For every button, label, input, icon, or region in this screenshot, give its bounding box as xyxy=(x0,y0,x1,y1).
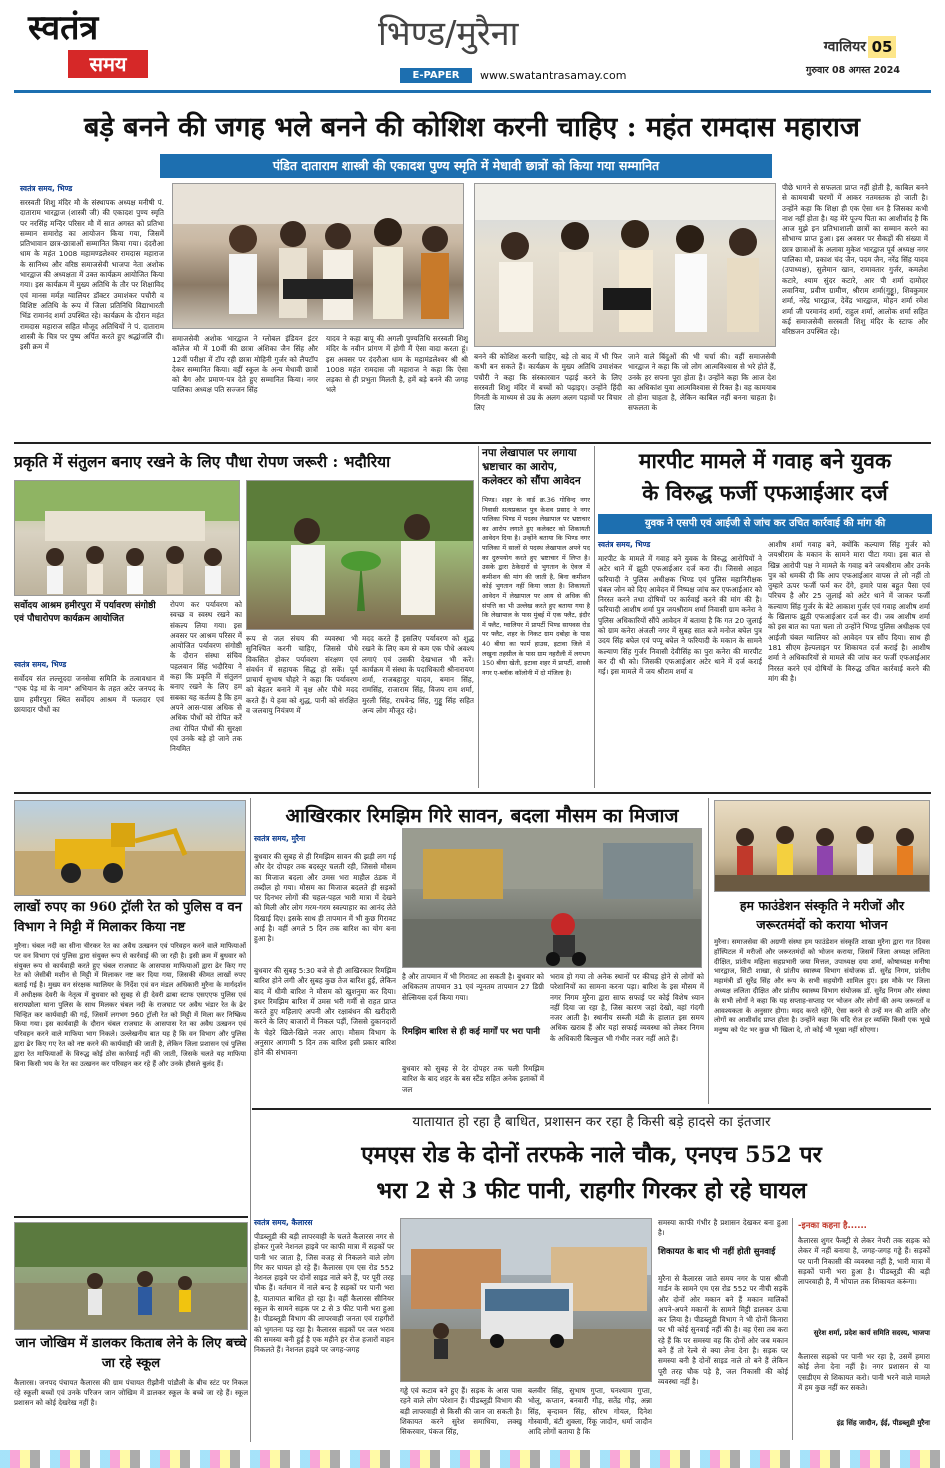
story4-byline: स्वतंत्र समय, भिण्ड xyxy=(598,540,651,549)
photo-tree-planting xyxy=(246,480,474,630)
photo-art-2 xyxy=(475,184,776,347)
story8-headline-line1: एमएस रोड के दोनों तरफके नाले चौक, एनएच 552 पर xyxy=(361,1142,822,1168)
story1-col5: जाने वाले बिंदुओं की भी चर्चा की। वहीं समाजसेवी भारद्वाज ने कहा कि जो लोग आत्मविश्वास से भरे होते हैं, उनके हर सपना पूरा होता है। उन्होंने कहा कि आज देश का अधिकांश युवा आत्मविश्वास से रिक्त है। वह कामयाब तो होना चाहता है, लेकिन काबिल नहीं बनना चाहता है। सफलता के xyxy=(628,352,776,413)
story5-body: मुरैना। चंबल नदी का सीना चीरकर रेत का अवैध उत्खनन एवं परिवहन करने वाले माफियाओं पर वन विभाग एवं पुलिस द्वारा संयुक्त रूप से कार्रवाई की जा रही है। इसी क्रम में बुधवार को संयुक्त रूप से कार्यवाही करते हुए चंबल राजघाट के आसपास माफियाओं द्वारा ढेर किए गए रेत को जेसीबी मशीन से मिट्टी में मिलाकर नष्ट कर दिया गया, जिसकी कीमत लाखों रुपए बताई गई है। मुख्य वन संरक्षक ग्वालियर के निर्देश एवं वन मंडल अधिकारी मुरैना के मार्गदर्शन में अधीक्षक देवरी के नेतृत्व में बुधवार को सुबह से ही देवरी ढाबा स्टाफ एसएएफ पुलिस एवं सरायछोला थाना पुलिस के साथ मिलकर चंबल नदी के राजघाट पर अवैध भंडार रेत के ढेर चिन्हित कर कार्यवाही की गई, जिसमें लगभग 960 ट्रॉली रेत को मिट्टी में मिला कर निष्क्रिय किया गया। इस कार्यवाही के दौरान चंबल राजघाट के आसपास रेत का अवैध उत्खनन एवं परिवहन करने वाले माफिया भाग निकले। उल्लेखनीय बात यह है कि वन विभाग और पुलिस द्वारा ढेर किए गए रेत को नष्ट करने की कार्यवाही की जाती है, लेकिन जिला प्रशासन एवं पुलिस द्वारा रेत माफियाओं के विरुद्ध कोई ठोस कार्रवाई नहीं की जाती, जिसके चलते यह माफिया बिना किसी भय के रेत का उत्खनन कर परिवहन कर रहे हैं और उनके हौसले बुलंद हैं। xyxy=(14,942,246,1068)
story8-headline-line2: भरा 2 से 3 फीट पानी, राहगीर गिरकर हो रहे घायल xyxy=(376,1178,807,1204)
logo-top: स्वतंत्र xyxy=(28,8,99,48)
rule-2 xyxy=(14,792,931,794)
story7-body: मुरैना। समाजसेवा की अग्रणी संस्था हम फाउंडेशन संस्कृति शाखा मुरैना द्वारा गत दिवस हॉस्पिटल में मरीजों और जरूरतमंदों को भोजन कराया, जिसमें जिला अध्यक्ष ललिता दीक्षित, प्रांतीय महिला सहप्रभारी जया मित्तल, उपाध्यक्ष दया शर्मा, कोषाध्यक्ष मनीषा भारद्वाज, सिटी शाखा, से प्रांतीय स्वास्थ्य विभाग संयोजक डॉ. सुरेंद्र निगम, प्रांतीय महामंत्री डॉ सुरेंद्र सिंह और रूप के सभी सहयोगी शामिल हुए। इस मौके पर जिला अध्यक्ष ललिता दीक्षित और प्रांतीय स्वास्थ्य विभाग संयोजक डॉ. सुरेंद्र निगम और संस्था के सभी लोगों ने कहा कि यह सप्ताह-सप्ताह पर भोजन और लोगों की अन्य जरूरतों व आवश्यकता के अनुसार होगा। मदद करते रहेंगे, ऐसा करने से उन्हें मन की शांति और लोगों का आशीर्वाद प्राप्त होता है। उन्होंने कहा कि यदि रोज हर व्यक्ति किसी एक भूखे मनुष्य को पेट भर कुछ भी खिला दे, तो कोई भी भूखा नहीं सोएगा। xyxy=(714,938,930,1035)
story1-col4: बनने की कोशिश करनी चाहिए, बड़े तो बाद में भी फिर कभी बन सकते हैं। कार्यक्रम के मुख्य अतिथि उमाशंकर पचौरी ने कहा कि संस्कारवान पढ़ाई करने के लिए सरस्वती शिशु मंदिर में बच्चों को पढ़ाइए। उन्होंने हिंदी गिनती के माध्यम से उम्र के अलग अलग पड़ावों पर विचार लिए xyxy=(474,352,622,413)
story1-subhead: पंडित दाताराम शास्त्री की एकादश पुण्य स्मृति में मेधावी छात्रों को किया गया सम्मानित xyxy=(160,154,772,178)
story7-headline: हम फाउंडेशन संस्कृति ने मरीजों और जरूरतमंदों को कराया भोजन xyxy=(739,898,905,932)
photo-art-5 xyxy=(15,801,246,896)
edition-title: भिण्ड/मुरैना xyxy=(378,14,519,54)
photo-ashram-gathering xyxy=(14,480,240,596)
story6-col3: है और तापमान में भी गिरावट आ सकती है। बुधवार को अधिकतम तापमान 31 एवं न्यूनतम तापमान 27 डिग्री सेल्सियस दर्ज किया गया। xyxy=(402,972,544,1002)
story8-col4a: समस्या काफी गंभीर है प्रशासन देखकर बना हुआ है। xyxy=(658,1218,788,1238)
photo-art-8 xyxy=(15,1223,248,1330)
photo-flooded-highway xyxy=(400,1218,652,1382)
story6-col2: बुधवार की सुबह 5:30 बजे से ही आखिरकार रिमझिम बारिश होने लगी और सुबह कुछ तेज बारिश हुई, लेकिन बाद में धीमी बारिश ने मौसम को खुशनुमा कर दिया। इधर रिमझिम बारिश में उमस भरी गर्मी से राहत प्राप्त करते हुए महिलाएं अपनी और रक्षाबंधन की खरीदारी करने के लिए बाजारों में निकल पड़ीं, जिससे दुकानदारों के चेहरे खिले-खिले नजर आए। मौसम विभाग के अनुसार आगामी 5 दिन तक बारिश इसी प्रकार बारिश होने की संभावना xyxy=(254,966,396,1058)
story3-body: भिण्ड। शहर के वार्ड क्र.36 गोविन्द नगर निवासी सत्यप्रकाश पुत्र केशव प्रसाद ने नगर पालिका भिण्ड में पदस्थ लेखापाल पर भ्रष्टाचार का आरोप लगाते हुए कलेक्टर को शिकायती आवेदन दिया है। उन्होंने बताया कि भिण्ड नगर पालिका में सालों से पदस्थ लेखापाल अपने पद का दुरुपयोग करते हुए भ्रष्टाचार में लिप्त है। उसके द्वारा ठेकेदारों से भुगतान के ऐवज में कमीशन की मांग की जाती है, बिना कमीशन कोई भुगतान नहीं किया जाता है। शिकायतों आवेदन में लेखापाल पर आय से अधिक की संपत्ति का भी उल्लेख करते हुए बताया गया है कि लेखापाल के पास मुंबई में एक फ्लैट, इंदौर में फ्लैट, ग्वालियर में प्रापर्टी भिण्ड सायवस रोड पर फ्लैट, शहर के निकट ग्राम दबोहा के पास 40 बीघा का फार्म हाउस, इटावा जिले में लखुना तहसील के पास ग्राम नहरौली में लगभग 150 बीघा खेती, इटावा शहर में प्रापर्टी, शास्त्री नगर ए-ब्लॉक कॉलोनी में दो मंजिला है। xyxy=(482,496,590,677)
masthead xyxy=(0,0,945,92)
photo-art-7 xyxy=(715,801,930,892)
story8-kicker: यातायात हो रहा है बाधित, प्रशासन कर रहा है किसी बड़े हादसे का इंतजार xyxy=(412,1114,771,1130)
story1-col1: सरस्वती शिशु मंदिर मौ के संस्थापक अध्यक्ष मनीषी पं. दाताराम भारद्वाज (शास्त्री जी) की एकादश पुण्य स्मृति पर नरसिंह मन्दिर परिसर मौ में सात अगस्त को प्रतिभा सम्मान समारोह का आयोजन किया गया, जिसमें प्रतिभावान छात्र-छात्राओं सम्मानित किया गया। दंदरौआ धाम के महंत 1008 महामण्डलेश्वर रामदास महाराज के सानिध्य और वरिष्ठ समाजसेवी भाजपा नेता अशोक भारद्वाज की अध्यक्षता में उक्त कार्यक्रम आयोजित किया गया। इस कार्यक्रम में मुख्य अतिथि के तौर पर शिक्षाविद एवं मानस मर्मज्ञ ग्वालियर डॉक्टर उमाशंकर पचौरी व विशिष्ट अतिथि के रूप में जिला प्रतिनिधि विद्याभारती भिंड रामानंद शर्मा उपस्थित रहे। कार्यक्रम के दौरान महंत रामदास महाराज सहित मौजूद अतिथियों ने पं. दाताराम शास्त्री के चित्र पर पुष्प अर्पित करते हुए श्रद्धांजलि दी। इसी क्रम में xyxy=(20,198,164,352)
story2-byline: स्वतंत्र समय, भिण्ड xyxy=(14,660,67,669)
story8-aside1-sig: सुरेश शर्मा, प्रदेश कार्य समिति सदस्य, भाजपा xyxy=(813,1329,930,1337)
website-link[interactable]: www.swatantrasamay.com xyxy=(480,69,627,82)
story4-headline-line2: के विरुद्ध फर्जी एफआईआर दर्ज xyxy=(642,480,888,505)
story1-col2: समाजसेवी अशोक भारद्वाज ने ग्लोबल इंडियन इंटर कॉलेज मौ में 10वीं की छात्रा अंशिका जैन सिंह और 12वीं परीक्षा में टॉप रही छात्रा मोहिनी गुर्जर को लैपटॉप देकर सम्मानित किया। वहीं स्कूल के अन्य मेधावी छात्रों को बैग और प्रमाण-पत्र देते हुए सम्मानित किया। नगर पालिका अध्यक्ष पति सज्जन सिंह xyxy=(172,334,318,395)
story1-byline: स्वतंत्र समय, भिण्ड xyxy=(20,184,73,193)
story8-col4b: मुरैना से कैलारस जाते समय नगर के पास श्रीजी गार्डन के सामने एम एस रोड 552 पर नीची सड़कें और दोनों ओर मकान बने हैं मकान मालिकों अपने-अपने मकानों के सामने मिट्टी डालकर ऊंचा कर लिया है। पीडब्लूडी विभाग ने भी दोनों किनारा पर भी कोई सुनवाई नहीं की है। वह ऐसा तब करा रहे हैं कि पर समस्या वह कि दोनों ओर जब मकान बने हैं तो रेल्वे से क्या लेना देना है। सड़क पर समस्या बनी है दोनों साइड नाले तो बने हैं लेकिन पूरी तरह चौक पड़े है, जल निकासी की कोई व्यवस्था नहीं है। xyxy=(658,1274,788,1386)
story9-headline: जान जोखिम में डालकर किताब लेने के लिए बच्चे जा रहे स्कूल xyxy=(15,1336,247,1371)
story6-col1: बुधवार की सुबह से ही रिमझिम सावन की झड़ी लग गई और देर दोपहर तक बदस्तूर चलती रही, जिससे मौसम का मिजाज बदला और उमस भरा माहौल ठंडक में तब्दील हो गया। मौसम का मिजाज बदलते ही सड़कों पर दिनभर लोगों की चहल-पहल भारी मात्रा में देखने को मिली और लोग गरम-गरम स्वल्पाहार का आनंद लेते दिखाई दिए। इसके साथ ही तापमान में भी कुछ गिरावट आई है। वहीं अगले 5 दिन तक बारिश का योग बना हुआ है। xyxy=(254,852,396,944)
logo-bottom: समय xyxy=(68,50,148,78)
story8-inset-title: शिकायत के बाद भी नहीं होती सुनवाई xyxy=(658,1247,776,1257)
city-label: ग्वालियर xyxy=(823,39,866,55)
story9-body: कैलारस। जनपद पंचायत कैलारस की ग्राम पंचायत रीझौनी पांडौली के बीच स्टंट पर निकल रहे स्कूली बच्चों एवं उनके परिजन जान जोखिम में डालकर स्कूल के बच्चे जा रहे हैं। स्कूल प्रशासन को कोई देखरेख नहीं है। xyxy=(14,1378,248,1408)
divider-3a xyxy=(250,798,251,1216)
divider-4b xyxy=(792,1218,793,1440)
story4-col2: आशीष शर्मा गवाह बने, क्योंकि कल्याण सिंह गुर्जर को जयश्रीराम के मकान के सामने मारा पीटा गया। इस बात से खिन्न आरोपी पक्ष ने मामले के गवाह बने जयश्रीराम और उनके पुत्र को धमकी दी कि आप एफआईआर वापस ले लो नहीं तो तुम्हारे ऊपर फर्जी फर्म कर देंगे, हमारे पास बहुत पैसा एवं परिचय है और 25 जुलाई को अटेर थाने में जाकर फर्जी कल्याण सिंह गुर्जर के बेटे आकाश गुर्जर एवं गवाह आशीष शर्मा के खिलाफ झूठी एफआईआर दर्ज कर दी। जब आशीष शर्मा को इस बात का पता चला तो उन्होंने भिण्ड पुलिस अधीक्षक एवं आईजी चंबल ग्वालियर को आवेदन पत्र सौंप दिया। साथ ही 181 सीएम हेल्पलाइन पर शिकायत दर्ज कराई है। आशीष शर्मा ने अधिकारियों से मामले की जांच कर फर्जी एफआईआर निरस्त करने एवं दोषियों के विरुद्ध उचित कार्रवाई करने की मांग की है। xyxy=(768,540,930,683)
story2-col3: रूप से जल संचय की व्यवस्था भी सुनिश्चित करनी चाहिए, जिससे पौधे विकसित होकर पर्यावरण संरक्षण एवं संवर्धन में सहायक सिद्ध हो सकें। पूर्व प्राचार्य सुभाष चौहरे ने कहा कि पर्यावरण को बेहतर बनाने में वृक्ष और पौधे मदद करते हैं। ये हवा को शुद्ध, पानी को संरक्षित व जलवायु नियंत्रण में xyxy=(246,634,358,716)
photo-rain-street xyxy=(402,828,702,968)
story4-subhead: युवक ने एसपी एवं आईजी से जांच कर उचित कार्रवाई की मांग की xyxy=(598,514,932,534)
logo xyxy=(28,8,158,84)
story8-col1: पीडब्लूडी की बड़ी लापरवाही के चलते कैलारस नगर से होकर गुजरे नेशनल हाइवे पर काफी मात्रा में सड़कों पर पानी भर जाता है, जिस वजह से निकलने वाले लोग गिर कर घायल हो रहे हैं। कैलारस एम एस रोड 552 नेशनल हाइवे पर दोनों साइड नाले बने हैं, पर पूरी तरह चौक हैं। वर्तमान में नाले बन्द है सड़कों पर पानी भरा है, यातायात बाधित हो रहा है। वहीं कैलारस सीनियर स्कूल के सामने सड़क पर 2 से 3 फीट पानी भरा हुआ है। पीडब्लूडी विभाग की लापरवाही जनता एवं राहगीरों को भुगतना पड़ रहा है। कैलारस सड़कों पर जल भराव की समस्या बनी हुई है एक महीने हर रोज हजारों वाहन निकलते हैं। नेशनल हाइवे पर जगह-जगह xyxy=(254,1232,394,1355)
photo-children-crossing xyxy=(14,1222,248,1330)
photo-art-1 xyxy=(173,184,464,329)
story5-headline: लाखों रुपए का 960 ट्रॉली रेत को पुलिस व वन विभाग ने मिट्टी में मिलाकर किया नष्ट xyxy=(14,900,242,935)
divider-2a xyxy=(478,446,479,788)
story6-headline: आखिरकार रिमझिम गिरे सावन, बदला मौसम का मिजाज xyxy=(285,805,679,827)
story2-col4: मदद करते हैं इसलिए पर्यावरण को शुद्ध रखने के लिए कम से कम एक पौधे अवश्य लगाएं एवं उसकी देखभाल भी करें। कार्यक्रम में संस्था के पदाधिकारी श्रीनारायण शर्मा, राजबहादुर यादव, बमान सिंह, रामसिंह, राजाराम सिंह, विजय राम शर्मा, मुरली सिंह, राघवेन्द्र सिंह, गुड्डू सिंह सहित अन्य लोग मौजूद रहे। xyxy=(362,634,474,716)
story1-col6: पीछे भागने से सफलता प्राप्त नहीं होती है, काबिल बनने से कामयाबी चरणों में आकर नतमस्तक हो जाती है। उन्होंने कहा कि शिक्षा ही एक ऐसा धन है जिसका कभी नाश नहीं होता है। यह मेरे पूज्य पिता का आशीर्वाद है कि आज मुझे इन प्रतिभाशाली छात्रों का सम्मान करने का सौभाग्य प्राप्त हुआ। इस अवसर पर सैकड़ों की संख्या में छात्र छात्राओं के अलावा मुकेश भारद्वाज पूर्व अध्यक्ष नगर पालिका मौ, प्रकाश चंद जैन, पदम जैन, नरेंद्र सिंह यादव (उपाध्यक्ष), सुलेमान खान, रामावतार गुर्जर, कमलेश कटारे, श्याम सुंदर कटारे, आर पी शर्मा दामोदर लवानिया, प्रवीण ग्रामीण, श्रीराम शर्मा(गुड्डू), शिवकुमार शर्मा, नरेंद्र भारद्वाज, देवेंद्र भारद्वाज, मोहन शर्मा रमेश शर्मा जी परमानंद शर्मा, राहुल शर्मा, आलोक शर्मा सहित कई समाजसेवी सरस्वती शिशु मंदिर के स्टाफ और वरिष्ठजन उपस्थित रहे। xyxy=(782,183,928,337)
photo-art-3 xyxy=(15,481,240,596)
photo-food-distribution xyxy=(714,800,930,892)
story2-col1: सर्वोदय संत लल्लूददा जनसेवा समिति के तत्वावधान में "एक पेड़ मां के नाम" अभियान के तहत अटेर जनपद के ग्राम हमीरपुरा स्थित सर्वोदय आश्रम में फलदार एवं छायादार पौधों का xyxy=(14,674,164,714)
story8-byline: स्वतंत्र समय, कैलारस xyxy=(254,1218,313,1227)
divider-3b xyxy=(708,798,709,1104)
story1-col3: यादव ने कहा बापू की अगली पुण्यतिथि सरस्वती शिशु मंदिर के नवीन प्रांगण में होगी मैं ऐसा वादा करता हूं। इस अवसर पर दंदरौआ धाम के महामंडलेश्वर श्री श्री 1008 महंत रामदास जी महाराज ने कहा कि ऐसा लड़का से ही प्रभुता मिलती है, हमें बड़े बनने की जगह भले xyxy=(326,334,468,395)
story6-inset-title: रिमझिम बारिश से ही कई मार्गों पर भरा पानी xyxy=(402,1027,541,1037)
rule-4 xyxy=(14,1216,248,1218)
story8-col3: बलवीर सिंह, सुभाष गुप्ता, घनश्याम गुप्ता, भोलू, कप्तान, बनवारी गौड़, सतेंद्र गौड़, अन्ना सिंह, बृन्दावन सिंह, सौरभ गोयल, दिनेश गोस्वामी, बंटी शुक्ला, रिंकू जादौन, धर्मा जादौन आदि लोगों बताया है कि xyxy=(528,1386,652,1437)
photo-award-ceremony-2 xyxy=(474,183,776,347)
photo-jcb-sand xyxy=(14,800,246,896)
photo-award-ceremony-1 xyxy=(172,183,464,329)
story1-headline: बड़े बनने की जगह भले बनने की कोशिश करनी चाहिए : महंत रामदास महाराज xyxy=(84,112,860,143)
color-registration-strip xyxy=(0,1450,945,1468)
story6-byline: स्वतंत्र समय, मुरैना xyxy=(254,834,306,843)
story8-aside-title: -इनका कहना है...... xyxy=(798,1221,867,1231)
story2-headline: प्रकृति में संतुलन बनाए रखने के लिए पौधा रोपण जरूरी : भदौरिया xyxy=(14,452,391,471)
date-label: गुरुवार 08 अगस्त 2024 xyxy=(806,65,900,76)
story3-headline: नपा लेखापाल पर लगाया भ्रष्टाचार का आरोप, कलेक्टर को सौंपा आवेदन xyxy=(482,447,581,487)
story8-aside2: कैलारस सड़को पर पानी भर रहा है, उसमें हमारा कोई लेना देना नहीं है। नगर प्रशासन से या एसडीएम से शिकायत करो। पानी भरने वाले मामले में हम कुछ नहीं कर सकते। xyxy=(798,1352,930,1392)
photo-art-9 xyxy=(401,1219,652,1382)
story4-headline-line1: मारपीट मामले में गवाह बने युवक xyxy=(638,448,892,473)
rule-3 xyxy=(252,1108,931,1110)
rule-1 xyxy=(14,442,931,444)
photo-art-6 xyxy=(403,829,702,968)
story8-col2: गड्ढे एवं कटाव बने हुए हैं। सड़क के आस पास रहने वाले लोग परेशान हैं। पीडब्लूडी विभाग की बड़ी लापरवाही से किसी की जान जा सकती है। शिकायत करने सुरेश समाधिया, लक्खू सिकरवार, पंकज सिंह, xyxy=(400,1386,522,1437)
divider-4a xyxy=(250,1216,251,1442)
story2-col2: रोपण कर पर्यावरण को स्वच्छ व स्वस्थ रखने का संकल्प लिया गया। इस अवसर पर आश्रम परिसर में आयोजित पर्यावरण संगोष्ठी के दौरान संस्था संचिव पहलवान सिंह भदौरिया ने कहा कि प्रकृति में संतुलन बनाए रखने के लिए हम सबका यह कर्तव्य है कि हम अपने आस-पास अधिक से अधिक पौधों को रोपित करें तथा रोपित पौधों की सुरक्षा एवं उनके बड़े हो जाने तक नियमित xyxy=(170,600,242,754)
photo-art-4 xyxy=(247,481,474,630)
story8-aside1: कैलारस शुगर फैक्ट्री से लेकर नेपरी तक सड़क को लेकर में नहीं बनाया है, जगह-जगह गड्ढे हैं। सड़कों पर पानी निकासी की व्यवस्था नहीं है, भारी मात्रा में सड़कों पानी भरा हुआ है। पीडब्लूडी की बड़ी लापरवाही है, मैं भोपाल तक शिकायत करूंगा। xyxy=(798,1236,930,1287)
page-number: 05 xyxy=(868,36,896,58)
story4-col1: मारपीट के मामले में गवाह बने युवक के विरुद्ध आरोपियों ने अटेर थाने में झूठी एफआईआर दर्ज करा दी। जिससे आहत फरियादी ने पुलिस अधीक्षक भिण्ड एवं पुलिस महानिरीक्षक चंबल जोन को दिए आवेदन में निष्पक्ष जांच कर एफआईआर को निरस्त करने तथा दोषियों पर कार्रवाई करने की मांग की है। फरियादी आशीष शर्मा पुत्र जयश्रीराम शर्मा निवासी ग्राम कनेरा ने पुलिस अधिकारियों सौंपे आवेदन में बताया है कि गत 20 जुलाई को ग्राम कनेरा अंजली नगर में सुबह सात बजे मनोज बघेल पुत्र उदय सिंह बघेल एवं पप्पू बघेल ने फरियादी के मकान के सामने कल्याण सिंह गुर्जर निवासी देवीसिंह का पुरा कनेरा की मारपीट कर दी थी को। जिसकी एफआईआर अटेर थाने में दर्ज कराई गई। इस मामले में जय श्रीराम शर्मा व xyxy=(598,554,762,677)
story8-aside2-sig: इंद्र सिंह जादौन, ईई, पीडब्लूडी मुरैना xyxy=(836,1419,930,1427)
masthead-rule xyxy=(14,90,931,93)
divider-2b xyxy=(594,446,595,788)
story2-caption: सर्वोदय आश्रम हमीरपुरा में पर्यावरण संगोष्ठी एवं पौधारोपण कार्यक्रम आयोजित xyxy=(14,601,156,624)
story6-col5: भराव हो गया तो अनेक स्थानों पर कीचड़ होने से लोगों को परेशानियों का सामना करना पड़ा। बारिश के इस मौसम में नगर निगम मुरैना द्वारा साफ सफाई पर कोई विशेष ध्यान नहीं दिया जा रहा है, जिस कारण जहां देखो, वहां गंदगी नजर आती है। स्थानीय सब्जी मंडी के हालात इस समय अधिक खराब हैं और यहां सफाई व्यवस्था को लेकर निगम के अधिकारी बिल्कुल भी गंभीर नजर नहीं आते हैं। xyxy=(550,972,704,1043)
story6-col4: बुधवार को सुबह से देर दोपहर तक चली रिमझिम बारिश के बाद शहर के बस स्टैंड सहित अनेक इलाकों में जल xyxy=(402,1064,544,1094)
epaper-label: E-PAPER xyxy=(400,68,472,83)
